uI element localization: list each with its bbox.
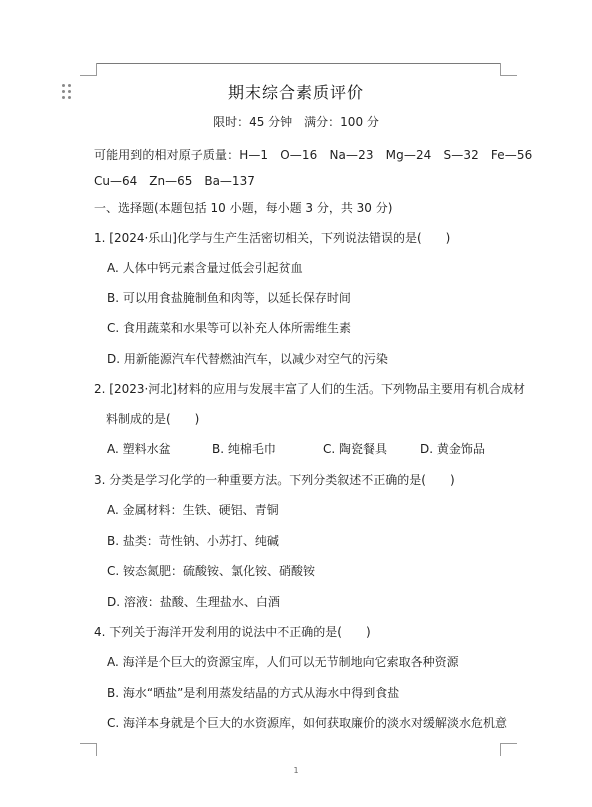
option-d: D. 用新能源汽车代替燃油汽车，以减少对空气的污染 [107,352,388,366]
option-d: D. 黄金饰品 [420,442,485,456]
question-stem: 1. [2024·乐山]化学与生产生活密切相关，下列说法错误的是( ) [94,231,451,245]
option-b: B. 海水“晒盐”是利用蒸发结晶的方式从海水中得到食盐 [107,686,400,700]
time-limit: 限时：45 分钟 [213,115,293,129]
option-c: C. 铵态氮肥：硫酸铵、氯化铵、硝酸铵 [107,564,316,578]
page-number: 1 [293,766,299,775]
option-d: D. 溶液：盐酸、生理盐水、白酒 [107,595,280,609]
page-top-border [96,63,500,64]
question-stem: 2. [2023·河北]材料的应用与发展丰富了人们的生活。下列物品主要用有机合成材 [94,382,525,396]
corner-mark-top-right [500,63,517,76]
option-b: B. 盐类：苛性钠、小苏打、纯碱 [107,534,279,548]
option-c: C. 陶瓷餐具 [323,442,388,456]
option-b: B. 纯棉毛巾 [212,442,276,456]
question-stem-continued: 料制成的是( ) [106,412,200,426]
corner-mark-top-left [80,63,97,76]
atomic-masses-line1: 可能用到的相对原子质量：H—1 O—16 Na—23 Mg—24 S—32 Fe—56 [94,148,533,162]
option-a: A. 金属材料：生铁、硬铝、青铜 [107,503,279,517]
corner-mark-bottom-right [500,743,517,756]
page-title: 期末综合素质评价 [227,83,364,102]
option-b: B. 可以用食盐腌制鱼和肉等，以延长保存时间 [107,291,351,305]
atomic-masses-line2: Cu—64 Zn—65 Ba—137 [94,174,255,188]
full-score: 满分：100 分 [304,115,379,129]
option-c: C. 海洋本身就是个巨大的水资源库，如何获取廉价的淡水对缓解淡水危机意 [107,716,508,730]
question-stem: 4. 下列关于海洋开发利用的说法中不正确的是( ) [94,625,371,639]
option-a: A. 人体中钙元素含量过低会引起贫血 [107,261,303,275]
section-heading: 一、选择题(本题包括 10 小题，每小题 3 分，共 30 分) [94,201,393,215]
option-a: A. 塑料水盆 [107,442,171,456]
corner-mark-bottom-left [80,743,97,756]
option-a: A. 海洋是个巨大的资源宝库，人们可以无节制地向它索取各种资源 [107,655,459,669]
option-c: C. 食用蔬菜和水果等可以补充人体所需维生素 [107,321,352,335]
question-stem: 3. 分类是学习化学的一种重要方法。下列分类叙述不正确的是( ) [94,473,455,487]
exam-info [0,113,592,130]
